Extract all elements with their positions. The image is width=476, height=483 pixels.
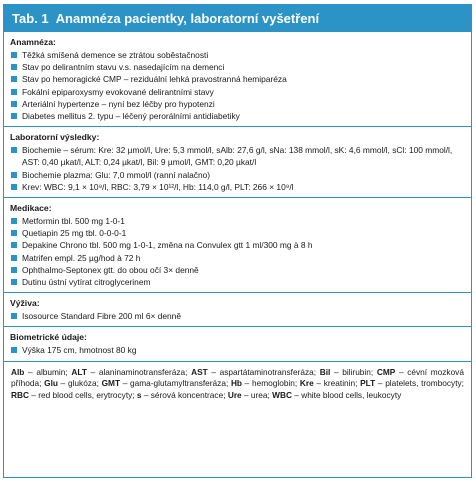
table-number: Tab. 1 — [12, 11, 49, 26]
bullet-list — [10, 310, 465, 322]
list-item: Biochemie – sérum: Kre: 32 µmol/l, Ure: 5,3 mmol/l, sAlb: 27,6 g/l, sNa: 138 mmol/l, sK: 4,6 mmol/l, sCl: 100 mmol/l, AST: 0,40 µkat/l, ALT: 0,24 µkat/l, Bil: 9 µmol/l, GMT: 0,20 µkat/l — [10, 144, 465, 168]
abbreviation-entry: Alb – albumin — [11, 366, 66, 377]
list-item: Fokální epiparoxysmy evokované delirantními stavy — [10, 86, 465, 98]
abbreviation-definition: hemoglobin — [252, 378, 295, 389]
list-item: Krev: WBC: 9,1 × 10⁹/l, RBC: 3,79 × 10¹²/l, Hb: 114,0 g/l, PLT: 266 × 10⁹/l — [10, 181, 465, 193]
abbreviation-entry: PLT – platelets, trombocyty — [360, 378, 462, 389]
abbreviation-entry: Glu – glukóza — [44, 378, 97, 389]
abbreviation-entry: ALT – alaninaminotransferáza — [71, 366, 186, 377]
abbreviation-term: Hb — [230, 378, 242, 389]
section-title: Biometrické údaje: — [10, 332, 87, 343]
section-anamneza — [4, 32, 471, 127]
section-title: Anamnéza: — [10, 37, 56, 47]
abbreviation-definition: cévní mozková příhoda — [11, 366, 464, 389]
abbreviation-definition: platelets, trombocyty — [385, 378, 462, 389]
abbreviation-term: AST — [191, 366, 208, 377]
abbreviation-definition: white blood cells, leukocyty — [301, 389, 402, 400]
section-vyziva — [4, 293, 471, 327]
abbreviation-definition: bilirubin — [342, 366, 371, 377]
abbreviation-entry: AST – aspartátaminotransferáza — [191, 366, 314, 377]
list-item: Dutinu ústní vytírat citroglycerinem — [10, 276, 465, 288]
section-title: Laboratorní výsledky: — [10, 132, 100, 143]
abbreviation-term: RBC — [11, 389, 29, 400]
abbreviation-term: Bil — [319, 366, 331, 377]
section-medikace — [4, 198, 471, 293]
abbreviation-entry: Ure – urea — [227, 389, 268, 400]
abbreviation-definition: glukóza — [67, 378, 97, 389]
abbreviation-entry: WBC – white blood cells, leukocyty — [272, 389, 402, 400]
list-item: Stav po delirantním stavu v.s. nasedajícím na demenci — [10, 61, 465, 73]
list-item: Metformin tbl. 500 mg 1-0-1 — [10, 215, 465, 227]
bullet-list — [10, 144, 465, 193]
abbreviation-entry: Kre – kreatinin — [299, 378, 356, 389]
list-item: Ophthalmo-Septonex gtt. do obou očí 3× denně — [10, 264, 465, 276]
abbreviation-term: GMT — [101, 378, 121, 389]
table-title-bar — [4, 5, 471, 32]
abbreviation-entry: Hb – hemoglobin — [230, 378, 295, 389]
abbreviation-definition: gama-glutamyltransferáza — [130, 378, 226, 389]
bullet-list — [10, 215, 465, 288]
section-title: Výživa: — [10, 298, 40, 309]
abbreviation-definition: aspartátaminotransferáza — [219, 366, 314, 377]
abbreviation-entry: Bil – bilirubin — [319, 366, 371, 377]
abbreviation-definition: sérová koncentrace — [150, 389, 224, 400]
abbreviation-definition: red blood cells, erytrocyty — [38, 389, 133, 400]
bullet-list — [10, 344, 465, 356]
list-item: Quetiapin 25 mg tbl. 0-0-0-1 — [10, 227, 465, 239]
abbreviation-term: CMP — [376, 366, 396, 377]
abbreviation-entry: GMT – gama-glutamyltransferáza — [101, 378, 226, 389]
abbreviation-term: s — [136, 389, 142, 400]
abbreviation-definition: albumin — [36, 366, 66, 377]
abbreviation-term: Glu — [44, 378, 58, 389]
abbreviation-term: WBC — [272, 389, 292, 400]
abbreviations-footnote: Alb – albumin; ALT – alaninaminotransferáza; AST – aspartátaminotransferáza; Bil – bilirubin; CMP – cévní mozková příhoda; Glu – glukóza; GMT – gama-glutamyltransferáza; Hb – hemoglobin; Kre – kreatinin; PLT – platelets, trombocyty; RBC – red blood cells, erytrocyty; s – sérová koncentrace; Ure – urea; WBC – white blood cells, leukocyty — [11, 366, 464, 400]
list-item: Depakine Chrono tbl. 500 mg 1-0-1, změna na Convulex gtt 1 ml/300 mg à 8 h — [10, 239, 465, 251]
abbreviation-entry: s – sérová koncentrace — [136, 389, 224, 400]
list-item: Stav po hemoragické CMP – reziduální lehká pravostranná hemiparéza — [10, 73, 465, 85]
table-title: Anamnéza pacientky, laboratorní vyšetření — [55, 11, 320, 26]
abbreviation-definition: alaninaminotransferáza — [98, 366, 186, 377]
list-item: Matrifen empl. 25 µg/hod à 72 h — [10, 252, 465, 264]
abbreviation-term: Alb — [11, 366, 25, 377]
list-item: Výška 175 cm, hmotnost 80 kg — [10, 344, 465, 356]
abbreviation-entry: CMP – cévní mozková příhoda — [11, 366, 464, 389]
abbreviation-definition: kreatinin — [323, 378, 356, 389]
section-laboratorni — [4, 127, 471, 198]
bullet-list — [10, 49, 465, 122]
abbreviation-term: Ure — [227, 389, 242, 400]
abbreviation-entry: RBC – red blood cells, erytrocyty — [11, 389, 133, 400]
list-item: Těžká smíšená demence se ztrátou soběstačnosti — [10, 49, 465, 61]
table-frame — [3, 4, 472, 478]
list-item: Arteriální hypertenze – nyní bez léčby pro hypotenzi — [10, 98, 465, 110]
abbreviation-definition: urea — [250, 389, 268, 400]
section-biometricke — [4, 327, 471, 361]
list-item: Isosource Standard Fibre 200 ml 6× denně — [10, 310, 465, 322]
abbreviation-term: PLT — [360, 378, 376, 389]
list-item: Biochemie plazma: Glu: 7,0 mmol/l (ranní nalačno) — [10, 169, 465, 181]
section-title: Medikace: — [10, 203, 52, 214]
list-item: Diabetes mellitus 2. typu – léčený perorálními antidiabetiky — [10, 110, 465, 122]
abbreviation-term: Kre — [299, 378, 314, 389]
abbreviation-term: ALT — [71, 366, 87, 377]
